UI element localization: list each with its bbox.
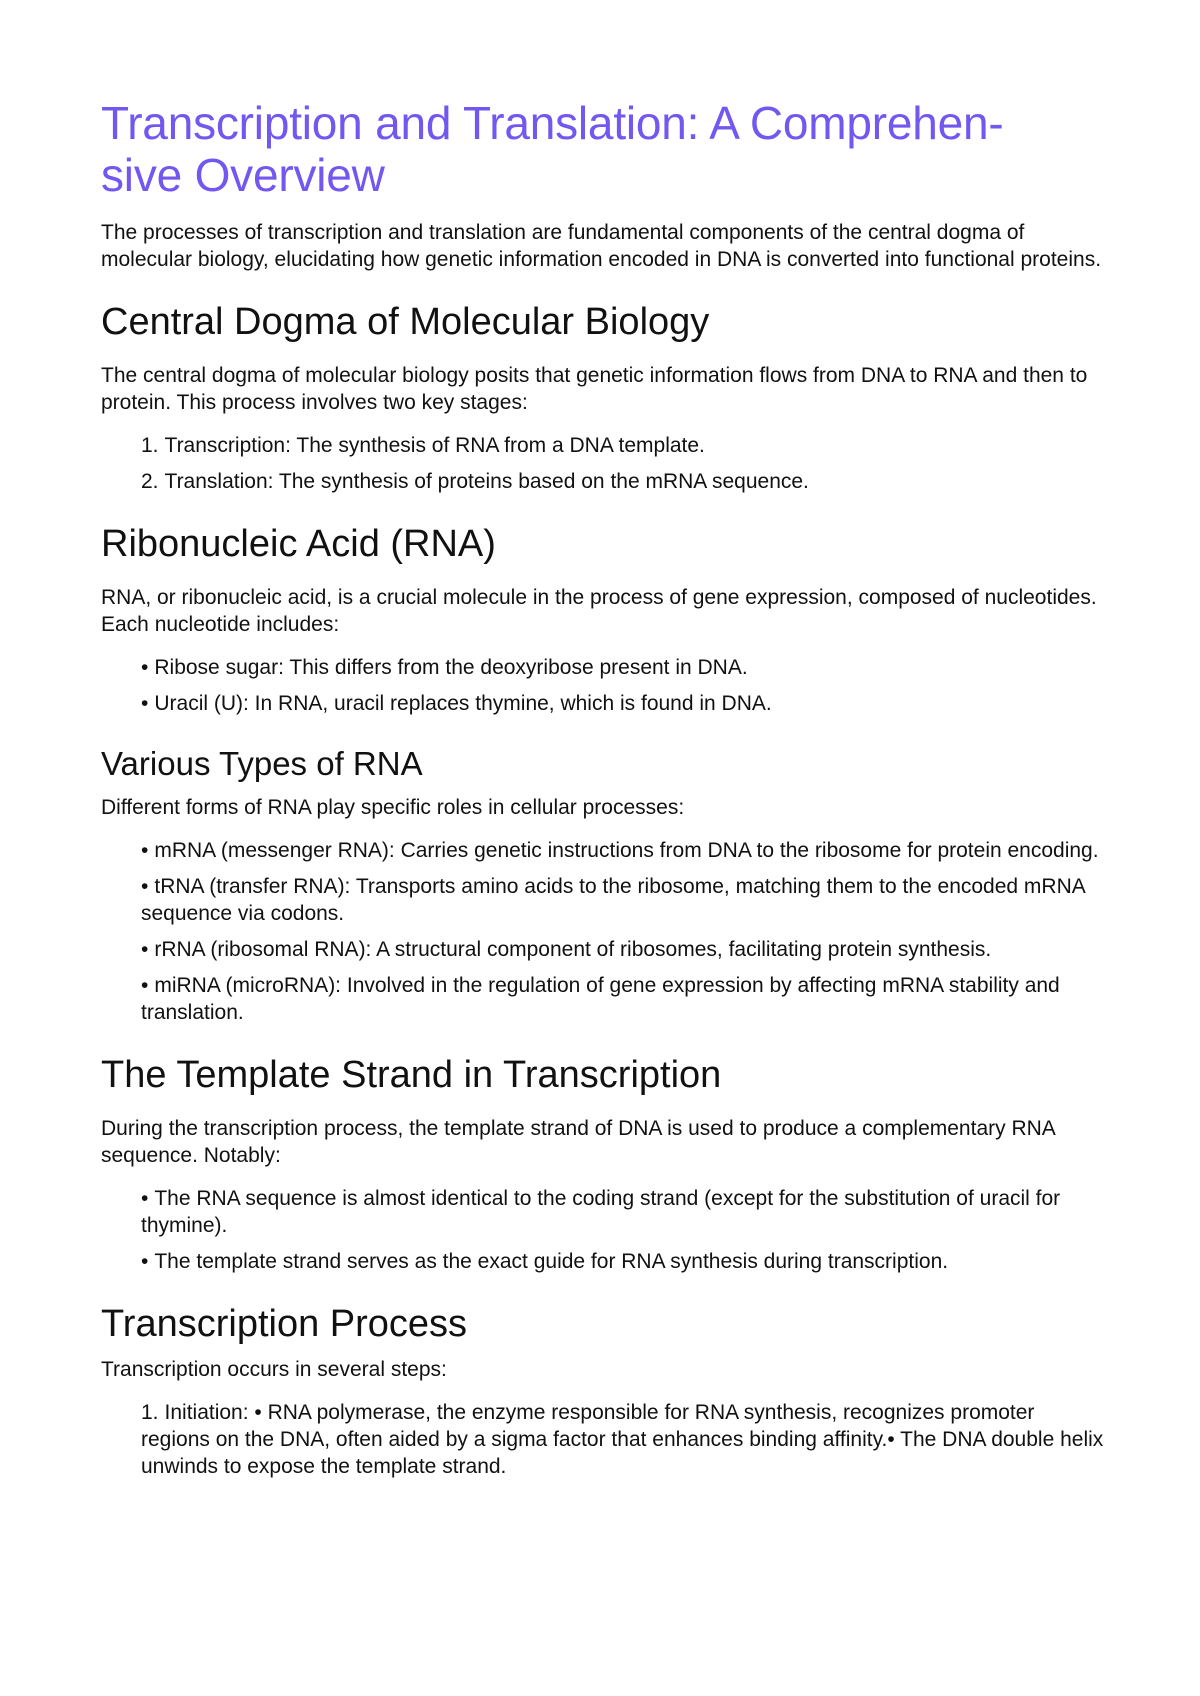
list-item-text: Uracil (U): In RNA, uracil replaces thymine, which is found in DNA. xyxy=(154,692,772,715)
list-item-text: Initiation: • RNA polymerase, the enzyme responsible for RNA synthesis, recognizes promoter regions on the DNA, often aided by a sigma factor that enhances binding affinity.• The DNA double helix unwinds to expose the template strand. xyxy=(141,1401,1104,1478)
list-item-text: rRNA (ribosomal RNA): A structural component of ribosomes, facilitating protein synthesis. xyxy=(154,938,992,961)
section-paragraph: During the transcription process, the template strand of DNA is used to produce a complementary RNA sequence. Notably: xyxy=(101,1117,1055,1167)
list-item xyxy=(141,432,1105,459)
list-item xyxy=(141,936,1105,963)
section-transcription-process xyxy=(101,1302,1105,1480)
section-central-dogma xyxy=(101,300,1105,495)
bullet-list xyxy=(101,837,1105,1026)
bullet-marker: • xyxy=(141,875,149,898)
bullet-marker: • xyxy=(141,938,149,961)
list-item-text: The RNA sequence is almost identical to the coding strand (except for the substitution of uracil for thymine). xyxy=(141,1187,1061,1237)
list-marker: 1. xyxy=(141,434,159,457)
document-title-line-1: Transcription and Translation: A Comprehen- xyxy=(101,97,1004,149)
document-title xyxy=(101,97,1105,201)
section-paragraph: The central dogma of molecular biology posits that genetic information flows from DNA to RNA and then to protein. This process involves two key stages: xyxy=(101,364,1088,414)
section-heading: Transcription Process xyxy=(101,1303,468,1345)
document-title-line-2: sive Overview xyxy=(101,149,385,201)
list-item xyxy=(141,1248,1105,1275)
list-item xyxy=(141,873,1105,927)
list-marker: 1. xyxy=(141,1401,159,1424)
list-item-text: Ribose sugar: This differs from the deoxyribose present in DNA. xyxy=(154,656,748,679)
bullet-list xyxy=(101,654,1105,717)
list-item xyxy=(141,468,1105,495)
list-item xyxy=(141,690,1105,717)
numbered-list xyxy=(101,432,1105,495)
bullet-marker: • xyxy=(141,974,149,997)
section-paragraph: Different forms of RNA play specific roles in cellular processes: xyxy=(101,796,685,819)
numbered-list xyxy=(101,1399,1105,1480)
section-heading: The Template Strand in Transcription xyxy=(101,1054,722,1096)
list-item xyxy=(141,1185,1105,1239)
section-heading: Central Dogma of Molecular Biology xyxy=(101,301,710,343)
section-paragraph: Transcription occurs in several steps: xyxy=(101,1358,447,1381)
list-item-text: miRNA (microRNA): Involved in the regulation of gene expression by affecting mRNA stability and translation. xyxy=(141,974,1060,1024)
list-marker: 2. xyxy=(141,470,159,493)
section-rna xyxy=(101,522,1105,717)
section-paragraph: RNA, or ribonucleic acid, is a crucial molecule in the process of gene expression, composed of nucleotides. Each nucleotide includes: xyxy=(101,586,1097,636)
list-item xyxy=(141,972,1105,1026)
list-item-text: Transcription: The synthesis of RNA from a DNA template. xyxy=(164,434,705,457)
intro-paragraph: The processes of transcription and translation are fundamental components of the central dogma of molecular biology, elucidating how genetic information encoded in DNA is converted into functional proteins. xyxy=(101,221,1102,271)
list-item xyxy=(141,1399,1105,1480)
bullet-list xyxy=(101,1185,1105,1275)
subsection-heading: Various Types of RNA xyxy=(101,745,423,782)
list-item-text: mRNA (messenger RNA): Carries genetic instructions from DNA to the ribosome for protein encoding. xyxy=(154,839,1099,862)
section-types-of-rna xyxy=(101,744,1105,1026)
section-heading: Ribonucleic Acid (RNA) xyxy=(101,523,496,565)
list-item-text: Translation: The synthesis of proteins based on the mRNA sequence. xyxy=(164,470,809,493)
list-item xyxy=(141,654,1105,681)
bullet-marker: • xyxy=(141,692,149,715)
bullet-marker: • xyxy=(141,1187,149,1210)
list-item-text: The template strand serves as the exact guide for RNA synthesis during transcription. xyxy=(154,1250,949,1273)
bullet-marker: • xyxy=(141,1250,149,1273)
list-item xyxy=(141,837,1105,864)
section-template-strand xyxy=(101,1053,1105,1275)
bullet-marker: • xyxy=(141,656,149,679)
list-item-text: tRNA (transfer RNA): Transports amino acids to the ribosome, matching them to the encoded mRNA sequence via codons. xyxy=(141,875,1085,925)
bullet-marker: • xyxy=(141,839,149,862)
